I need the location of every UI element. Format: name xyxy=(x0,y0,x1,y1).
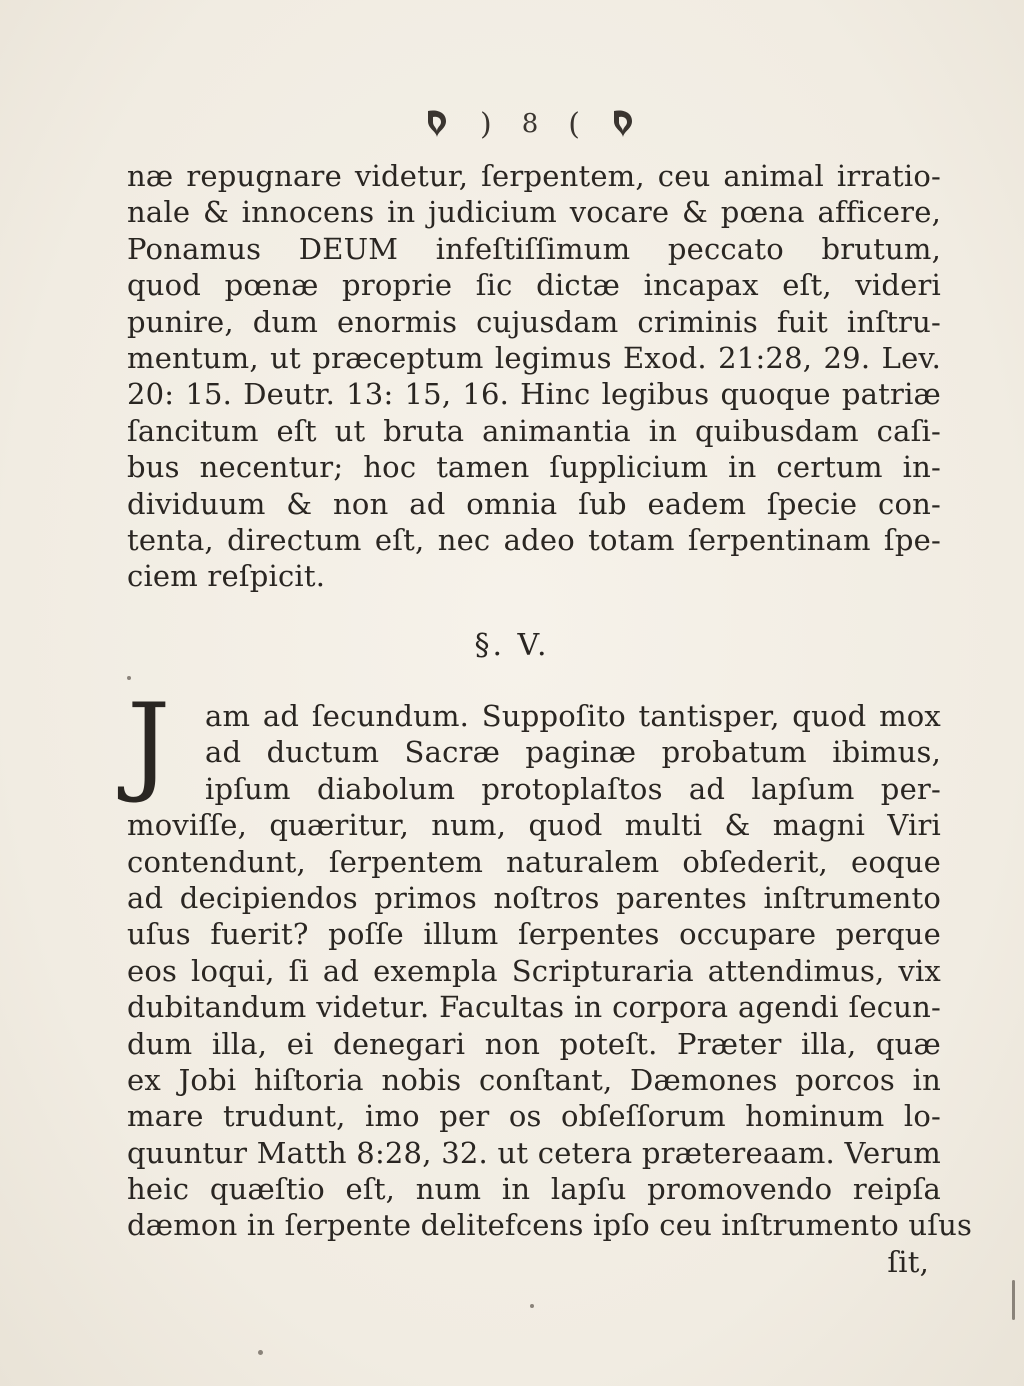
page-number: 8 xyxy=(521,109,539,139)
text-line: mentum, ut præceptum legimus Exod. 21:28, 29. Lev. xyxy=(127,340,941,375)
text-line: ad decipiendos primos noſtros parentes inſtrumento xyxy=(127,880,941,915)
paper-speck xyxy=(1012,1280,1015,1320)
text-line: ciem reſpicit. xyxy=(127,559,326,594)
text-line: dubitandum videtur. Facultas in corpora agendi ſecun- xyxy=(127,990,941,1025)
header-left-bracket: ) xyxy=(480,106,492,142)
text-line: mare trudunt, imo per os obſeſſorum hominum lo- xyxy=(127,1099,941,1134)
header-right-bracket: ( xyxy=(568,106,580,142)
text-line: bus necentur; hoc tamen ſupplicium in certum in- xyxy=(127,450,941,485)
paper-speck xyxy=(258,1350,263,1355)
paper-speck xyxy=(530,1304,534,1308)
drop-cap: J xyxy=(127,681,171,806)
catchword: ſit, xyxy=(887,1244,929,1279)
text-line: moviſſe, quæritur, num, quod multi & magni Viri xyxy=(127,808,941,843)
paragraph-1 xyxy=(127,158,941,595)
text-line: nale & innocens in judicium vocare & pœna afficere, xyxy=(127,195,941,230)
text-line: dividuum & non ad omnia ſub eadem ſpecie con- xyxy=(127,486,941,521)
text-line: dum illa, ei denegari non poteſt. Præter illa, quæ xyxy=(127,1026,941,1061)
text-line: quod pœnæ proprie ſic dictæ incapax eſt, videri xyxy=(127,268,941,303)
text-line: quuntur Matth 8:28, 32. ut cetera prætereaam. Verum xyxy=(127,1135,941,1170)
fleuron-left-icon xyxy=(424,107,450,141)
text-line: eos loqui, ſi ad exempla Scripturaria attendimus, vix xyxy=(127,953,941,988)
text-line: punire, dum enormis cujusdam criminis fuit inſtru- xyxy=(127,304,941,339)
text-line: heic quæſtio eſt, num in lapſu promovendo reipſa xyxy=(127,1172,941,1207)
text-line: contendunt, ſerpentem naturalem obſederit, eoque xyxy=(127,844,941,879)
text-line: ad ductum Sacræ paginæ probatum ibimus, xyxy=(205,735,941,770)
text-line: ſancitum eſt ut bruta animantia in quibusdam caſi- xyxy=(127,413,941,448)
paragraph-2 xyxy=(127,698,973,1280)
text-line: ipſum diabolum protoplaſtos ad lapſum per- xyxy=(205,771,941,806)
paper-speck xyxy=(127,676,131,680)
text-line: uſus fuerit? poſſe illum ſerpentes occupare perque xyxy=(127,917,941,952)
fleuron-right-icon xyxy=(610,107,636,141)
text-line: ex Jobi hiſtoria nobis conſtant, Dæmones porcos in xyxy=(127,1062,941,1097)
text-line: Ponamus DEUM infeſtiſſimum peccato brutum, xyxy=(127,231,941,266)
section-heading: §. V. xyxy=(474,628,550,663)
text-line: næ repugnare videtur, ſerpentem, ceu animal irratio- xyxy=(127,159,941,193)
text-line: am ad ſecundum. Suppoſito tantisper, quod mox xyxy=(205,699,941,733)
page-header xyxy=(380,100,680,148)
text-line: tenta, directum eſt, nec adeo totam ſerpentinam ſpe- xyxy=(127,522,941,557)
text-line: dæmon in ſerpente delitefcens ipſo ceu inſtrumento uſus xyxy=(127,1208,973,1243)
text-line: 20: 15. Deutr. 13: 15, 16. Hinc legibus quoque patriæ xyxy=(127,377,941,412)
